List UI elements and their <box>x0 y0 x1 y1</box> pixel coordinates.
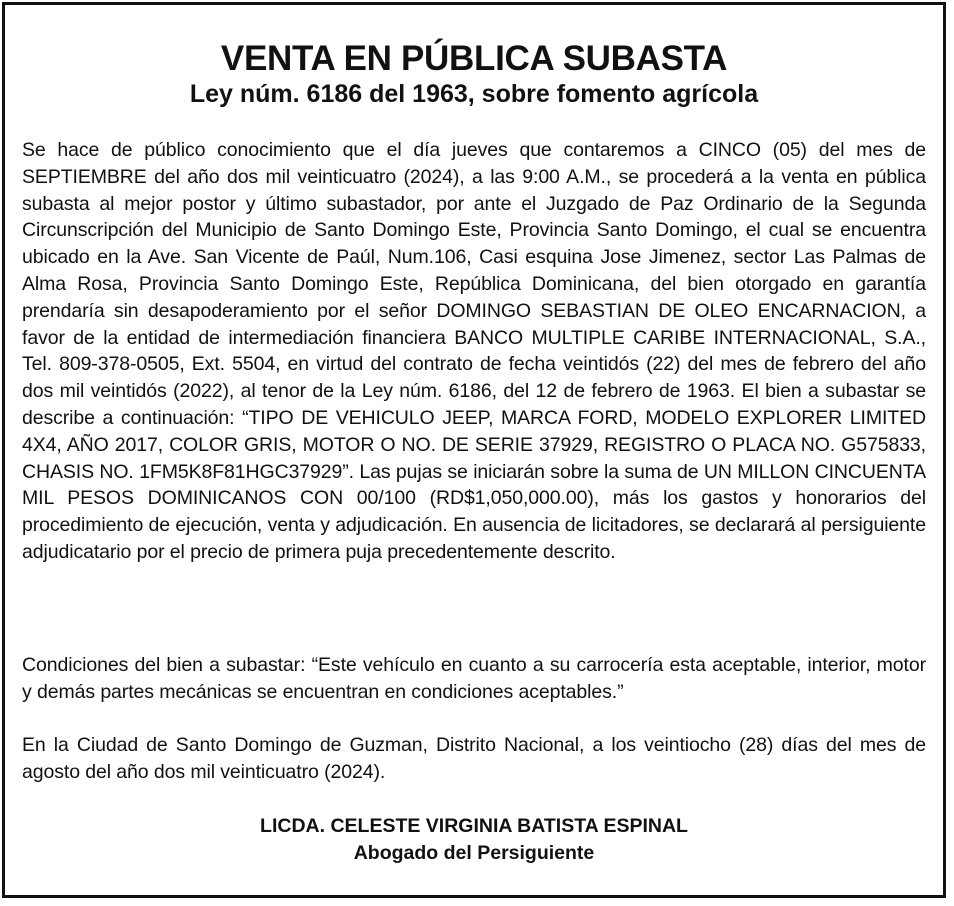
signatory-name: LICDA. CELESTE VIRGINIA BATISTA ESPINAL <box>260 815 688 837</box>
signatory-role: Abogado del Persiguiente <box>353 842 595 864</box>
auction-notice <box>2 2 946 898</box>
date-place-paragraph: En la Ciudad de Santo Domingo de Guzman, Distrito Nacional, a los veintiocho (28) días del mes de agosto del año dos mil veinticuatro (2024). <box>22 734 926 783</box>
auction-details-paragraph: Se hace de público conocimiento que el día jueves que contaremos a CINCO (05) del mes de SEPTIEMBRE del año dos mil veinticuatro (2024), a las 9:00 A.M., se procederá a la venta en pública subasta al mejor postor y último subastador, por ante el Juzgado de Paz Ordinario de la Segunda Circunscripción del Municipio de Santo Domingo Este, Provincia Santo Domingo, el cual se encuentra ubicado en la Ave. San Vicente de Paúl, Num.106, Casi esquina Jose Jimenez, sector Las Palmas de Alma Rosa, Provincia Santo Domingo Este, República Dominicana, del bien otorgado en garantía prendaría sin desapoderamiento por el señor DOMINGO SEBASTIAN DE OLEO ENCARNACION, a favor de la entidad de intermediación financiera BANCO MULTIPLE CARIBE INTERNACIONAL, S.A., Tel. 809-378-0505, Ext. 5504, en virtud del contrato de fecha veintidós (22) del mes de febrero del año dos mil veintidós (2022), al tenor de la Ley núm. 6186, del 12 de febrero de 1963. El bien a subastar se describe a continuación: “TIPO DE VEHICULO JEEP, MARCA FORD, MODELO EXPLORER LIMITED 4X4, AÑO 2017, COLOR GRIS, MOTOR O NO. DE SERIE 37929, REGISTRO O PLACA NO. G575833, CHASIS NO. 1FM5K8F81HGC37929”. Las pujas se iniciarán sobre la suma de UN MILLON CINCUENTA MIL PESOS DOMINICANOS CON 00/100 (RD$1,050,000.00), más los gastos y honorarios del procedimiento de ejecución, venta y adjudicación. En ausencia de licitadores, se declarará al persiguiente adjudicatario por el precio de primera puja precedentemente descrito. <box>22 139 926 563</box>
notice-title: VENTA EN PÚBLICA SUBASTA <box>220 39 728 78</box>
conditions-paragraph: Condiciones del bien a subastar: “Este vehículo en cuanto a su carrocería esta aceptable, interior, motor y demás partes mecánicas se encuentran en condiciones aceptables.” <box>22 654 926 703</box>
notice-subtitle: Ley núm. 6186 del 1963, sobre fomento agrícola <box>189 80 759 108</box>
